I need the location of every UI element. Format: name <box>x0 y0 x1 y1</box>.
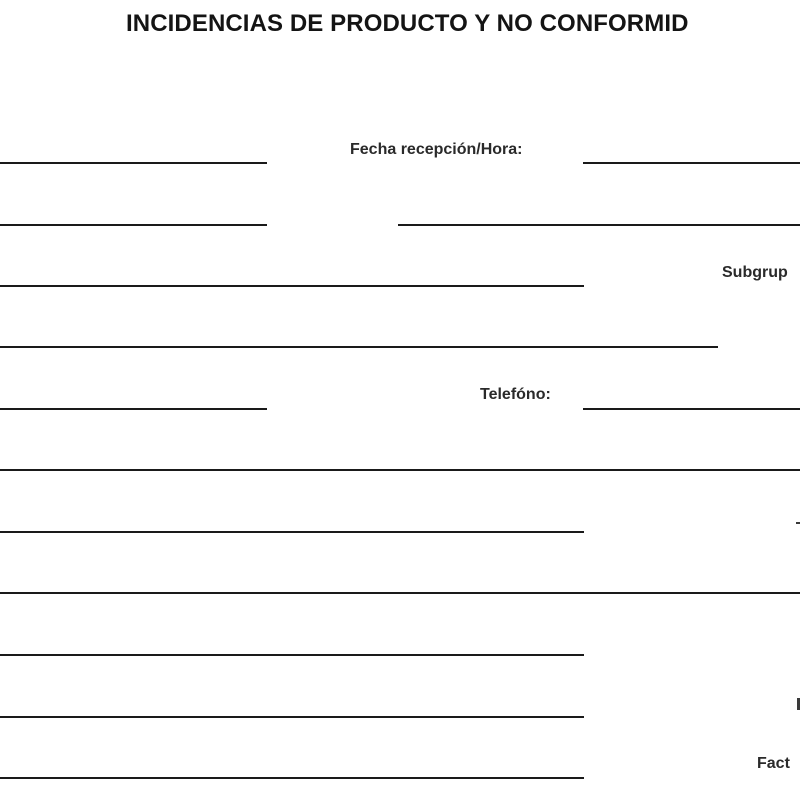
blank-line-row6[interactable] <box>0 469 800 471</box>
label-subgrupo: Subgrup <box>722 264 788 281</box>
blank-line-row7[interactable] <box>0 531 584 533</box>
blank-line-row11[interactable] <box>0 777 584 779</box>
blank-line-row1-left[interactable] <box>0 162 267 164</box>
blank-line-row2-left[interactable] <box>0 224 267 226</box>
blank-line-row10[interactable] <box>0 716 584 718</box>
blank-line-row5-left[interactable] <box>0 408 267 410</box>
blank-line-row3[interactable] <box>0 285 584 287</box>
blank-line-row9[interactable] <box>0 654 584 656</box>
label-fecha-recepcion: Fecha recepción/Hora: <box>350 141 523 158</box>
form-title: INCIDENCIAS DE PRODUCTO Y NO CONFORMID <box>126 10 689 37</box>
blank-line-fecha-recepcion[interactable] <box>583 162 800 164</box>
blank-line-row4[interactable] <box>0 346 718 348</box>
blank-line-row2-right[interactable] <box>398 224 800 226</box>
cutoff-mark-row7 <box>796 522 800 524</box>
blank-line-row8[interactable] <box>0 592 800 594</box>
label-telefono: Telefóno: <box>480 386 551 403</box>
label-factura: Fact <box>757 755 790 772</box>
blank-line-telefono[interactable] <box>583 408 800 410</box>
